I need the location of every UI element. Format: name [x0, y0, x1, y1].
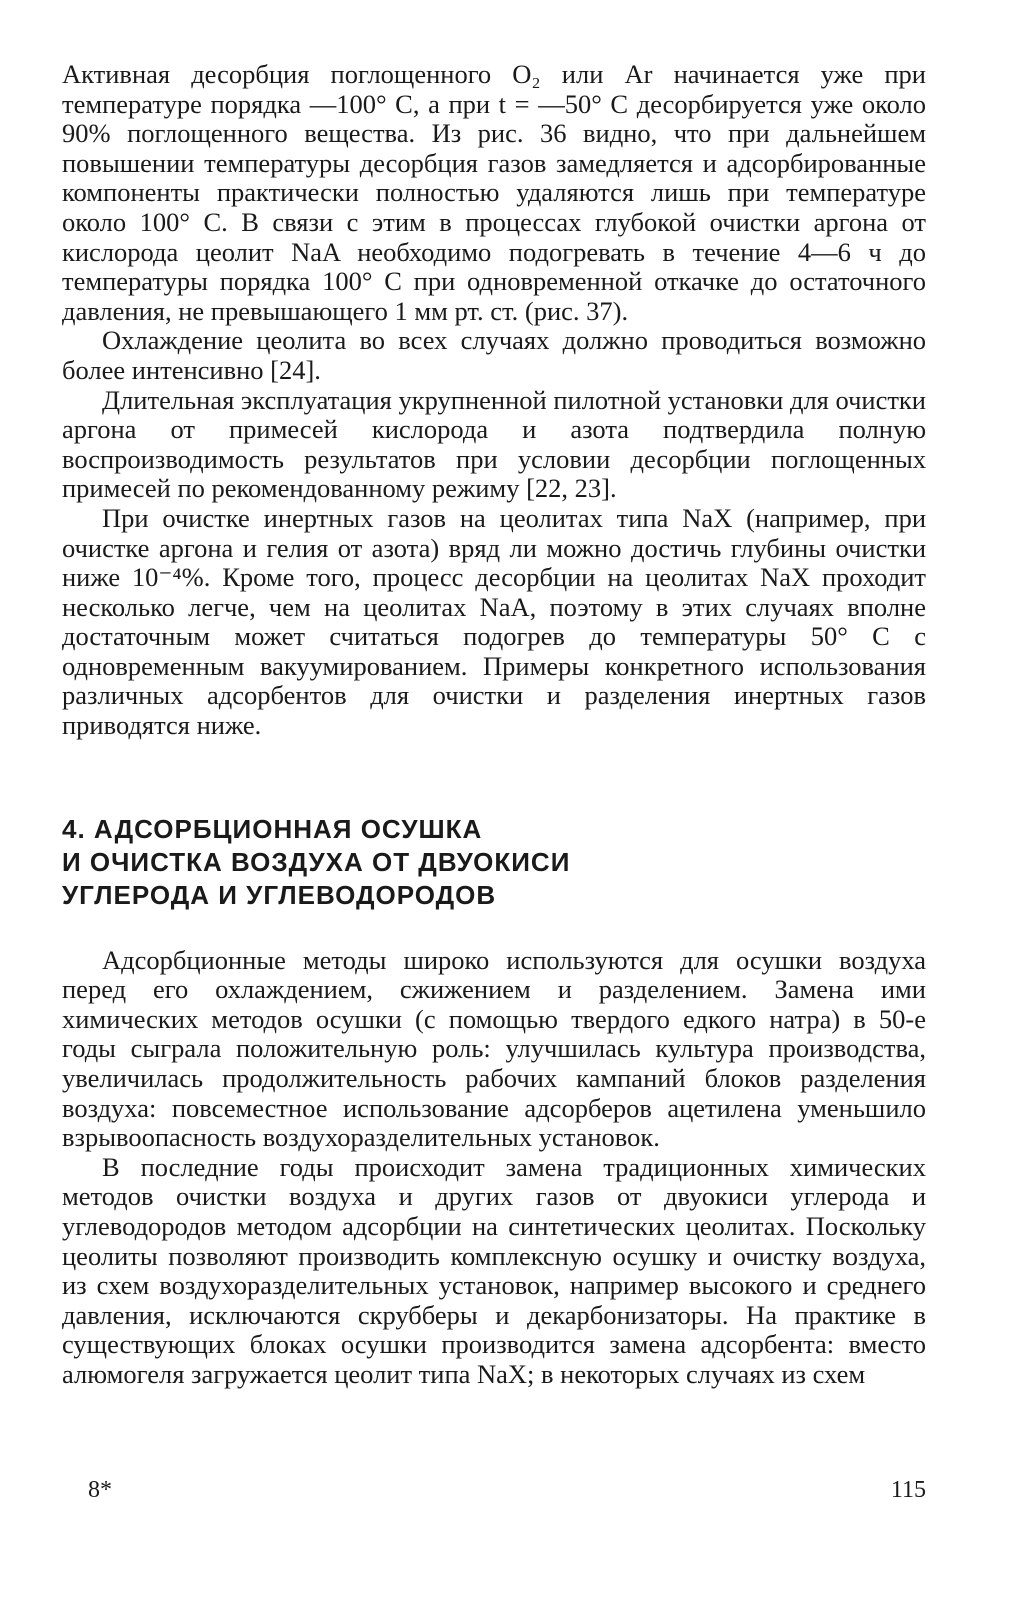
- section-heading: [62, 813, 926, 912]
- page-number: 115: [890, 1477, 926, 1503]
- paragraph: Адсорбционные методы широко используются для осушки воздуха перед его охлаждением, сжижением и разделением. Замена ими химических методов осушки (с помощью твердого едкого натра) в 50-е годы сыграла положительную роль: улучшилась культура производства, увеличилась продолжительность рабочих кампаний блоков разделения воздуха: повсеместное использование адсорберов ацетилена уменьшило взрывоопасность воздухоразделительных установок.: [62, 944, 926, 1153]
- paragraph: Длительная эксплуатация укрупненной пилотной установки для очистки аргона от примесей кислорода и азота подтвердила полную воспроизводимость результатов при условии десорбции поглощенных примесей по рекомендованному режиму [22, 23].: [62, 384, 926, 504]
- section-heading-line: 4. АДСОРБЦИОННАЯ ОСУШКА: [62, 813, 483, 844]
- section-heading-line: И ОЧИСТКА ВОЗДУХА ОТ ДВУОКИСИ: [62, 846, 571, 877]
- paragraph: Активная десорбция поглощенного O₂ или Ar начинается уже при температуре порядка —100° C, а при t = —50° C десорбируется уже около 90% поглощенного вещества. Из рис. 36 видно, что при дальнейшем повышении температуры десорбция газов замедляется и адсорбированные компоненты практически полностью удаляются лишь при температуре около 100° C. В связи с этим в процессах глубокой очистки аргона от кислорода цеолит NaA необходимо подогревать в течение 4—6 ч до температуры порядка 100° C при одновременной откачке до остаточного давления, не превышающего 1 мм рт. ст. (рис. 37).: [62, 59, 926, 326]
- paragraph: Охлаждение цеолита во всех случаях должно проводиться возможно более интенсивно [24].: [62, 325, 926, 385]
- signature-mark: 8*: [88, 1477, 112, 1503]
- paragraph: В последние годы происходит замена традиционных химических методов очистки воздуха и других газов от двуокиси углерода и углеводородов методом адсорбции на синтетических цеолитах. Поскольку цеолиты позволяют производить комплексную осушку и очистку воздуха, из схем воздухоразделительных установок, например высокого и среднего давления, исключаются скрубберы и декарбонизаторы. На практике в существующих блоках осушки производится замена адсорбента: вместо алюмогеля загружается цеолит типа NaX; в некоторых случаях из схем: [62, 1151, 926, 1389]
- page-body: [62, 60, 926, 1390]
- paragraph: При очистке инертных газов на цеолитах типа NaX (например, при очистке аргона и гелия от азота) вряд ли можно достичь глубины очистки ниже 10⁻⁴%. Кроме того, процесс десорбции на цеолитах NaX проходит несколько легче, чем на цеолитах NaA, поэтому в этих случаях вполне достаточным может считаться подогрев до температуры 50° C с одновременным вакуумированием. Примеры конкретного использования различных адсорбентов для очистки и разделения инертных газов приводятся ниже.: [62, 502, 926, 741]
- section-heading-line: УГЛЕРОДА И УГЛЕВОДОРОДОВ: [62, 879, 497, 910]
